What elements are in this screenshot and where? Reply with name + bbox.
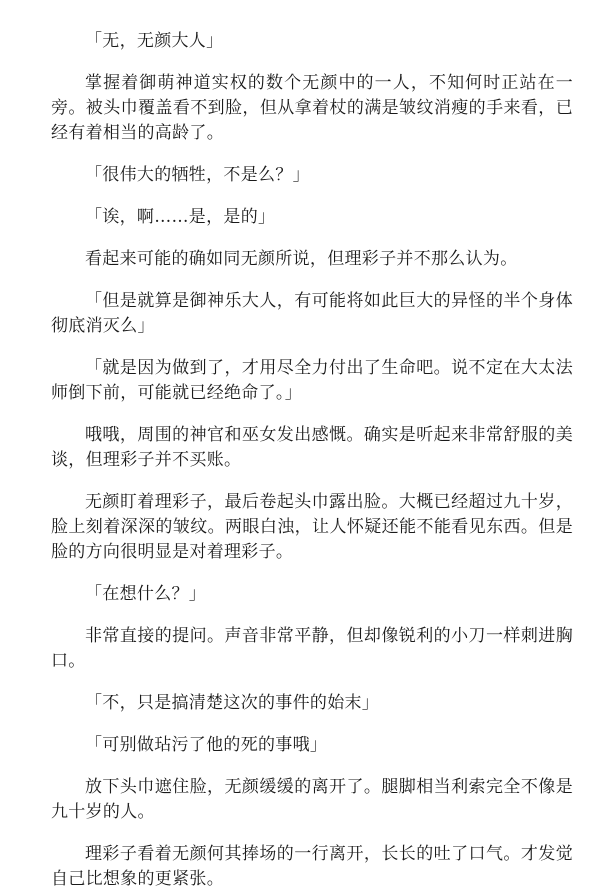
dialogue-paragraph: 「无，无颜大人」 [85,31,224,51]
narration-paragraph: 掌握着御萌神道实权的数个无颜中的一人，不知何时正站在一旁。被头巾覆盖看不到脸，但从拿着杖的满是皱纹消瘦的手来看，已经有着相当的高龄了。 [51,73,573,143]
narration-paragraph: 放下头巾遮住脸，无颜缓缓的离开了。腿脚相当利索完全不像是九十岁的人。 [51,777,573,822]
narration-paragraph: 非常直接的提问。声音非常平静，但却像锐利的小刀一样刺进胸口。 [51,626,573,671]
dialogue-paragraph: 「很伟大的牺牲，不是么？」 [85,165,310,185]
narration-paragraph: 看起来可能的确如同无颜所说，但理彩子并不那么认为。 [85,249,518,269]
narration-paragraph: 哦哦，周围的神官和巫女发出感慨。确实是听起来非常舒服的美谈，但理彩子并不买账。 [51,425,573,470]
dialogue-paragraph: 「可别做玷污了他的死的事哦」 [85,735,328,755]
dialogue-paragraph: 「但是就算是御神乐大人，有可能将如此巨大的异怪的半个身体彻底消灭么」 [51,291,573,336]
narration-paragraph: 理彩子看着无颜何其捧场的一行离开，长长的吐了口气。才发觉自己比想象的更紧张。 [51,844,573,889]
dialogue-paragraph: 「不，只是搞清楚这次的事件的始末」 [85,693,380,713]
dialogue-paragraph: 「诶，啊……是，是的」 [85,207,276,227]
narration-paragraph: 无颜盯着理彩子，最后卷起头巾露出脸。大概已经超过九十岁，脸上刻着深深的皱纹。两眼白浊，让人怀疑还能不能看见东西。但是脸的方向很明显是对着理彩子。 [51,492,573,562]
dialogue-paragraph: 「在想什么？」 [85,584,207,604]
dialogue-paragraph: 「就是因为做到了，才用尽全力付出了生命吧。说不定在大太法师倒下前，可能就已经绝命了。」 [51,358,573,403]
